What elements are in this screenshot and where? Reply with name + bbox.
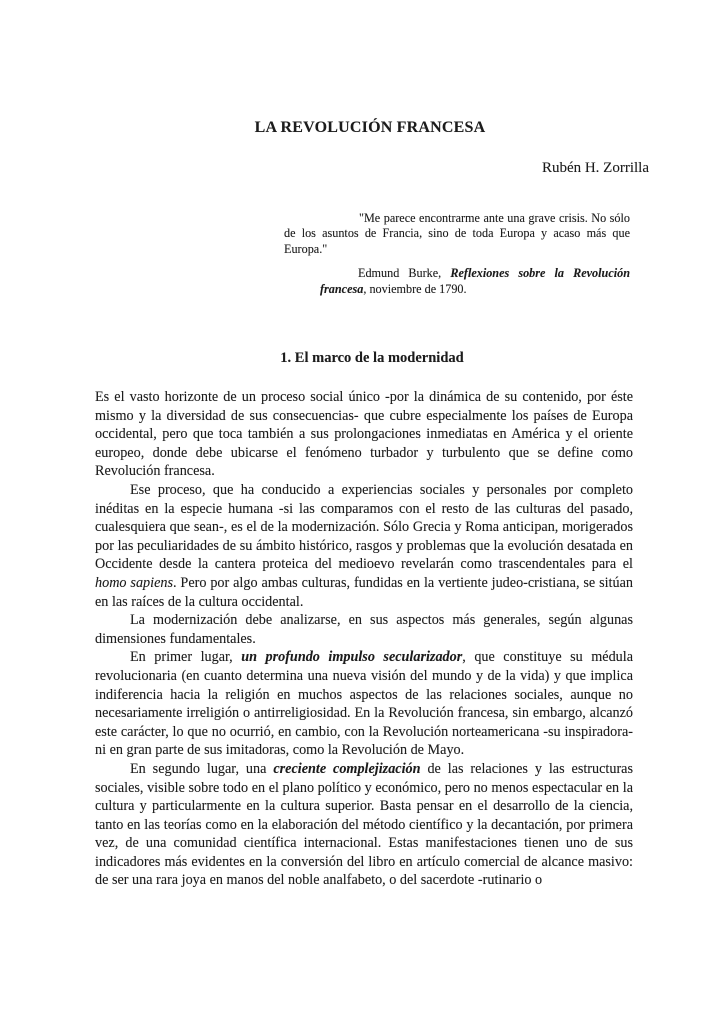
text-segment: . Pero por algo ambas culturas, fundidas en la vertiente judeo-cristiana, se sitúan en las raíces de la cultura occidental. bbox=[95, 574, 633, 610]
text-segment: Ese proceso, que ha conducido a experiencias sociales y personales por completo inéditas en la especie humana -si las comparamos con el resto de las culturas del pasado, cualesquiera que sean-, es el de la modernización. Sólo Grecia y Roma anticipan, morigerados por las peculiaridades de su ámbito histórico, rasgos y problemas que la evolución desatada en Occidente desde la cantera proteica del medioevo revelarán como trascendentales para el bbox=[95, 482, 633, 573]
paragraph bbox=[95, 611, 633, 648]
author-byline: Rubén H. Zorrilla bbox=[541, 160, 649, 176]
text-segment: , noviembre de 1790. bbox=[363, 281, 467, 296]
section-heading: 1. El marco de la modernidad bbox=[280, 350, 464, 367]
text-segment: Edmund Burke, bbox=[358, 266, 451, 281]
paragraph bbox=[95, 388, 633, 481]
epigraph bbox=[95, 211, 633, 297]
document-text-block bbox=[95, 0, 649, 890]
document-title: LA REVOLUCIÓN FRANCESA bbox=[254, 119, 486, 136]
paragraph bbox=[95, 648, 633, 760]
text-segment: creciente complejización bbox=[273, 760, 421, 777]
text-segment: Reflexiones sobre la Revolución francesa bbox=[320, 266, 630, 296]
text-segment: un profundo impulso secularizador bbox=[241, 649, 463, 666]
epigraph-quote: "Me parece encontrarme ante una grave crisis. No sólo de los asuntos de Francia, sino de toda Europa y acaso más que Europa." bbox=[284, 211, 630, 256]
article-body bbox=[95, 388, 633, 890]
text-segment: Es el vasto horizonte de un proceso social único -por la dinámica de su contenido, por éste mismo y la diversidad de sus consecuencias- que cubre especialmente los países de Europa occidental, pero que toca también a sus prolongaciones inmediatas en América y el oriente europeo, donde debe ubicarse el fenómeno turbador y turbulento que se define como Revolución francesa. bbox=[95, 389, 633, 480]
text-segment: En segundo lugar, una bbox=[130, 760, 274, 777]
text-segment: de las relaciones y las estructuras sociales, visible sobre todo en el plano político y económico, pero no menos espectacular en la cultura y particularmente en la cultura superior. Basta pensar en el desarrollo de la ciencia, tanto en las teorías como en la elaboración del método científico y la decantación, por primera vez, de una comunidad científica internacional. Estas manifestaciones tienen uno de sus indicadores más evidentes en la conversión del libro en artículo comercial de alcance masivo: de ser una rara joya en manos del noble analfabeto, o del sacerdote -rutinario o bbox=[95, 760, 634, 889]
paragraph bbox=[95, 481, 633, 611]
epigraph-attribution bbox=[320, 266, 630, 297]
text-segment: La modernización debe analizarse, en sus aspectos más generales, según algunas dimensiones fundamentales. bbox=[95, 612, 633, 647]
paragraph bbox=[95, 760, 633, 890]
text-segment: En primer lugar, bbox=[130, 649, 242, 666]
text-segment: , que constituye su médula revolucionaria (en cuanto determina una nueva visión del mundo y de la vida) y que implica indiferencia hacia la religión en muchos aspectos de las relaciones sociales, aunque no necesariamente irreligión o antirreligiosidad. En la Revolución francesa, sin embargo, alcanzó este carácter, lo que no ocurrió, en cambio, con la Revolución norteamericana -su inspiradora- ni en gran parte de sus imitadoras, como la Revolución de Mayo. bbox=[95, 649, 633, 759]
text-segment: homo sapiens bbox=[95, 574, 173, 591]
